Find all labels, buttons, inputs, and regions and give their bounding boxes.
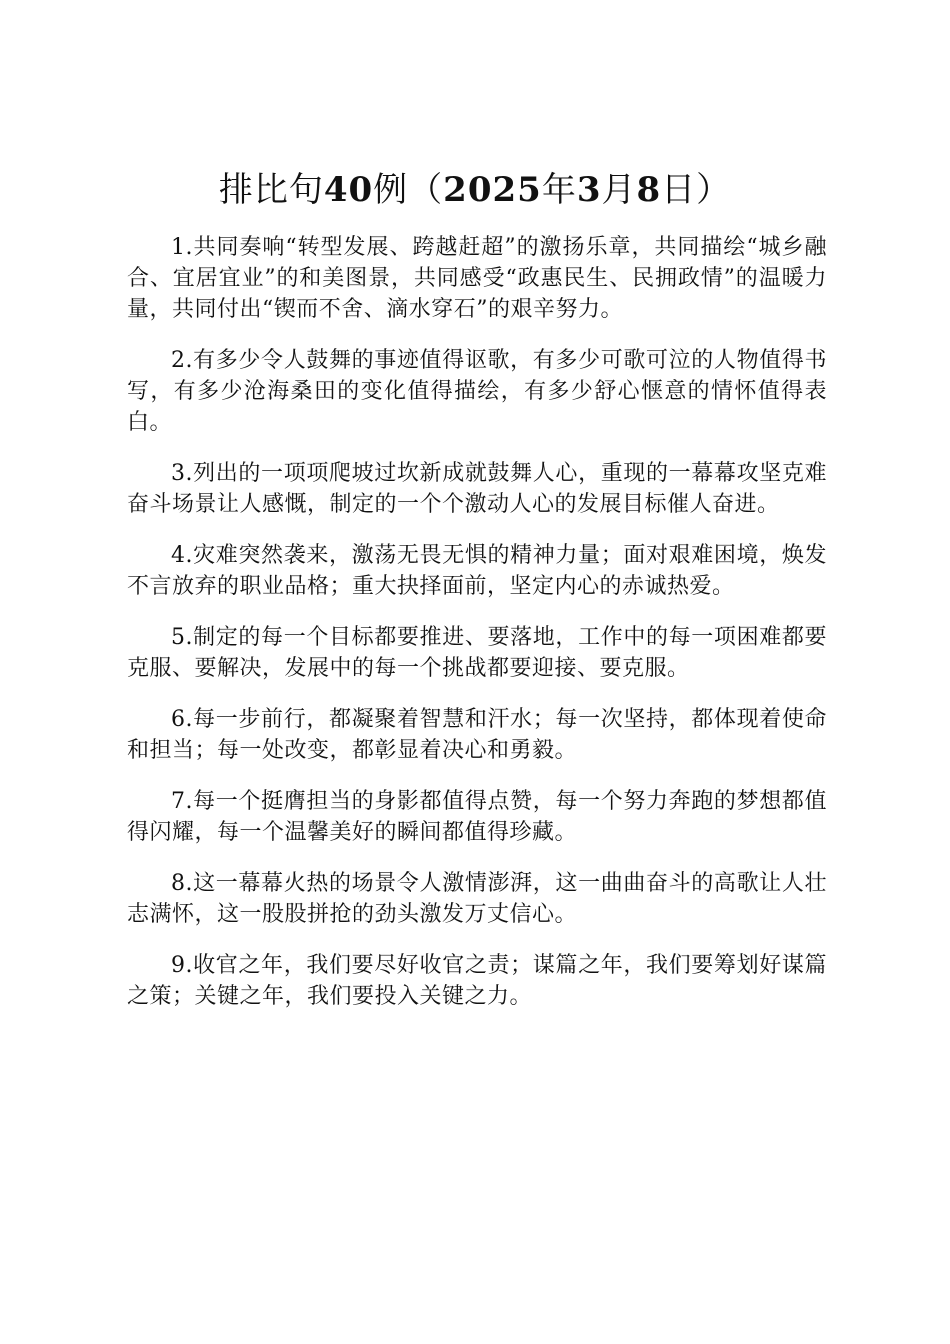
title-text: 月 bbox=[601, 170, 637, 210]
paragraph: 6.每一步前行，都凝聚着智慧和汗水；每一次坚持，都体现着使命和担当；每一处改变，都彰显着决心和勇毅。 bbox=[127, 707, 827, 763]
paragraph: 1.共同奏响“转型发展、跨越赶超”的激扬乐章，共同描绘“城乡融合、宜居宜业”的和美图景，共同感受“政惠民生、民拥政情”的温暖力量，共同付出“锲而不舍、滴水穿石”的艰辛努力。 bbox=[127, 235, 827, 322]
title-month: 3 bbox=[576, 170, 602, 210]
title-count: 40 bbox=[323, 170, 374, 210]
title-text: 年 bbox=[541, 170, 577, 210]
document-body bbox=[127, 232, 827, 1032]
title-year: 2025 bbox=[443, 170, 542, 210]
title-text: 日） bbox=[661, 170, 732, 210]
paragraph: 8.这一幕幕火热的场景令人激情澎湃，这一曲曲奋斗的高歌让人壮志满怀，这一股股拼抢的劲头激发万丈信心。 bbox=[127, 871, 827, 927]
page-title bbox=[0, 166, 950, 214]
title-text: 排比句 bbox=[218, 170, 324, 210]
paragraph: 7.每一个挺膺担当的身影都值得点赞，每一个努力奔跑的梦想都值得闪耀，每一个温馨美好的瞬间都值得珍藏。 bbox=[127, 789, 827, 845]
paragraph: 3.列出的一项项爬坡过坎新成就鼓舞人心，重现的一幕幕攻坚克难奋斗场景让人感慨，制定的一个个激动人心的发展目标催人奋进。 bbox=[127, 461, 827, 517]
paragraph: 4.灾难突然袭来，激荡无畏无惧的精神力量；面对艰难困境，焕发不言放弃的职业品格；重大抉择面前，坚定内心的赤诚热爱。 bbox=[127, 543, 827, 599]
title-text: 例（ bbox=[373, 170, 444, 210]
paragraph: 9.收官之年，我们要尽好收官之责；谋篇之年，我们要筹划好谋篇之策；关键之年，我们要投入关键之力。 bbox=[127, 953, 827, 1009]
paragraph: 5.制定的每一个目标都要推进、要落地，工作中的每一项困难都要克服、要解决，发展中的每一个挑战都要迎接、要克服。 bbox=[127, 625, 827, 681]
paragraph: 2.有多少令人鼓舞的事迹值得讴歌，有多少可歌可泣的人物值得书写，有多少沧海桑田的变化值得描绘，有多少舒心惬意的情怀值得表白。 bbox=[127, 348, 827, 435]
title-day: 8 bbox=[636, 170, 662, 210]
